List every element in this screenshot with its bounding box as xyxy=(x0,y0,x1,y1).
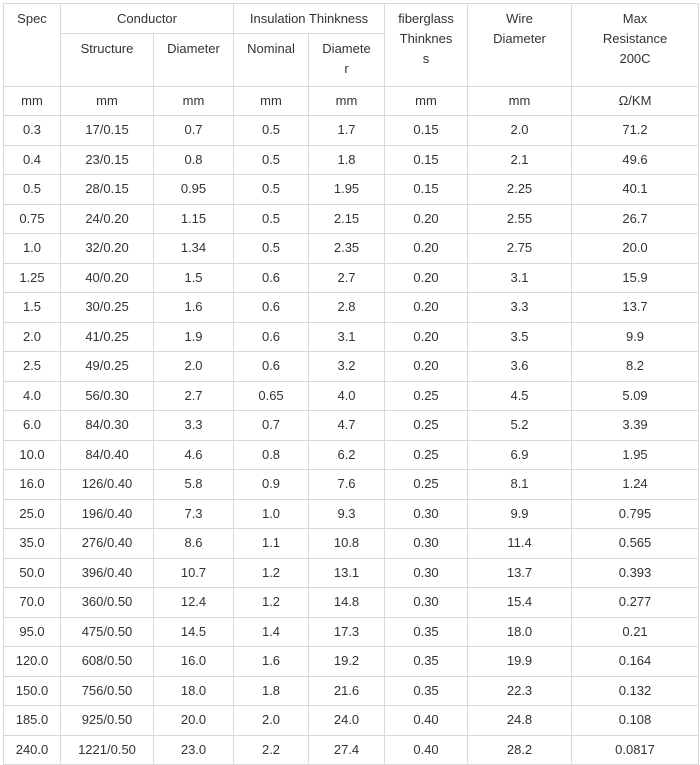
cell-structure: 28/0.15 xyxy=(61,175,154,205)
cell-nominal: 2.0 xyxy=(234,706,309,736)
cell-wire-diameter: 4.5 xyxy=(468,381,572,411)
cell-nominal: 0.6 xyxy=(234,352,309,382)
cell-wire-diameter: 6.9 xyxy=(468,440,572,470)
cell-diameter: 4.6 xyxy=(154,440,234,470)
cell-nominal: 0.5 xyxy=(234,234,309,264)
cell-diameter: 10.7 xyxy=(154,558,234,588)
cell-fiberglass-thickness: 0.20 xyxy=(385,352,468,382)
cell-spec: 4.0 xyxy=(4,381,61,411)
cell-wire-diameter: 8.1 xyxy=(468,470,572,500)
cell-structure: 84/0.30 xyxy=(61,411,154,441)
table-row xyxy=(4,617,699,647)
cell-fiberglass-thickness: 0.35 xyxy=(385,676,468,706)
cell-structure: 360/0.50 xyxy=(61,588,154,618)
cell-diameter: 1.9 xyxy=(154,322,234,352)
cell-insulation-diameter: 1.95 xyxy=(309,175,385,205)
cell-spec: 6.0 xyxy=(4,411,61,441)
cell-insulation-diameter: 21.6 xyxy=(309,676,385,706)
cell-insulation-diameter: 27.4 xyxy=(309,735,385,765)
table-row xyxy=(4,558,699,588)
cell-diameter: 8.6 xyxy=(154,529,234,559)
cell-spec: 2.0 xyxy=(4,322,61,352)
cell-max-resistance: 0.164 xyxy=(572,647,699,677)
cell-insulation-diameter: 17.3 xyxy=(309,617,385,647)
cell-diameter: 14.5 xyxy=(154,617,234,647)
unit-cell: mm xyxy=(234,87,309,116)
cell-fiberglass-thickness: 0.20 xyxy=(385,204,468,234)
cell-wire-diameter: 13.7 xyxy=(468,558,572,588)
cell-fiberglass-thickness: 0.30 xyxy=(385,558,468,588)
table-row xyxy=(4,293,699,323)
header-fiberglass-line2: Thinknes xyxy=(399,31,453,46)
header-wire-diameter xyxy=(468,4,572,87)
cell-max-resistance: 13.7 xyxy=(572,293,699,323)
cell-diameter: 0.7 xyxy=(154,116,234,146)
cell-max-resistance: 5.09 xyxy=(572,381,699,411)
header-diameter: Diameter xyxy=(154,34,234,87)
unit-cell: Ω/KM xyxy=(572,87,699,116)
cell-max-resistance: 0.277 xyxy=(572,588,699,618)
cell-wire-diameter: 11.4 xyxy=(468,529,572,559)
cell-fiberglass-thickness: 0.25 xyxy=(385,411,468,441)
cell-max-resistance: 1.95 xyxy=(572,440,699,470)
unit-cell: mm xyxy=(61,87,154,116)
cell-spec: 95.0 xyxy=(4,617,61,647)
header-maxres-line3: 200C xyxy=(619,51,651,66)
header-conductor: Conductor xyxy=(61,4,234,34)
cell-fiberglass-thickness: 0.25 xyxy=(385,440,468,470)
cell-nominal: 0.6 xyxy=(234,263,309,293)
cell-insulation-diameter: 2.8 xyxy=(309,293,385,323)
cell-insulation-diameter: 3.1 xyxy=(309,322,385,352)
cell-max-resistance: 1.24 xyxy=(572,470,699,500)
table-row xyxy=(4,470,699,500)
cell-max-resistance: 0.795 xyxy=(572,499,699,529)
cell-structure: 41/0.25 xyxy=(61,322,154,352)
header-insulation-diameter xyxy=(309,34,385,87)
cell-structure: 925/0.50 xyxy=(61,706,154,736)
cell-fiberglass-thickness: 0.15 xyxy=(385,116,468,146)
table-body xyxy=(4,87,699,765)
cell-nominal: 0.7 xyxy=(234,411,309,441)
cell-insulation-diameter: 13.1 xyxy=(309,558,385,588)
header-max-resistance xyxy=(572,4,699,87)
cell-spec: 185.0 xyxy=(4,706,61,736)
header-fiberglass-line1: fiberglass xyxy=(398,11,454,26)
header-maxres-line2: Resistance xyxy=(602,31,668,46)
cell-nominal: 0.5 xyxy=(234,145,309,175)
cell-max-resistance: 20.0 xyxy=(572,234,699,264)
table-row xyxy=(4,676,699,706)
cell-max-resistance: 0.132 xyxy=(572,676,699,706)
cell-fiberglass-thickness: 0.30 xyxy=(385,529,468,559)
header-maxres-line1: Max xyxy=(622,11,648,26)
cell-nominal: 1.2 xyxy=(234,558,309,588)
cell-max-resistance: 0.21 xyxy=(572,617,699,647)
header-fiberglass xyxy=(385,4,468,87)
cell-insulation-diameter: 14.8 xyxy=(309,588,385,618)
cell-fiberglass-thickness: 0.30 xyxy=(385,588,468,618)
table-row xyxy=(4,352,699,382)
cell-fiberglass-thickness: 0.15 xyxy=(385,175,468,205)
cell-insulation-diameter: 1.7 xyxy=(309,116,385,146)
table-row xyxy=(4,381,699,411)
unit-cell: mm xyxy=(309,87,385,116)
cell-wire-diameter: 2.1 xyxy=(468,145,572,175)
cell-fiberglass-thickness: 0.30 xyxy=(385,499,468,529)
cell-fiberglass-thickness: 0.20 xyxy=(385,322,468,352)
cell-spec: 25.0 xyxy=(4,499,61,529)
cell-nominal: 1.8 xyxy=(234,676,309,706)
cell-fiberglass-thickness: 0.35 xyxy=(385,647,468,677)
cell-diameter: 18.0 xyxy=(154,676,234,706)
table-row xyxy=(4,735,699,765)
cell-nominal: 1.6 xyxy=(234,647,309,677)
cell-max-resistance: 0.393 xyxy=(572,558,699,588)
unit-cell: mm xyxy=(468,87,572,116)
cell-nominal: 1.0 xyxy=(234,499,309,529)
cell-insulation-diameter: 2.7 xyxy=(309,263,385,293)
cell-nominal: 0.8 xyxy=(234,440,309,470)
cell-wire-diameter: 9.9 xyxy=(468,499,572,529)
cell-wire-diameter: 28.2 xyxy=(468,735,572,765)
cell-spec: 1.25 xyxy=(4,263,61,293)
table-row xyxy=(4,263,699,293)
cell-wire-diameter: 5.2 xyxy=(468,411,572,441)
cell-structure: 56/0.30 xyxy=(61,381,154,411)
cell-structure: 196/0.40 xyxy=(61,499,154,529)
cell-spec: 1.0 xyxy=(4,234,61,264)
cell-spec: 240.0 xyxy=(4,735,61,765)
cell-nominal: 0.65 xyxy=(234,381,309,411)
cell-structure: 24/0.20 xyxy=(61,204,154,234)
cell-diameter: 12.4 xyxy=(154,588,234,618)
cell-max-resistance: 40.1 xyxy=(572,175,699,205)
cell-spec: 120.0 xyxy=(4,647,61,677)
cell-diameter: 1.15 xyxy=(154,204,234,234)
cell-fiberglass-thickness: 0.15 xyxy=(385,145,468,175)
cell-nominal: 0.5 xyxy=(234,204,309,234)
cell-diameter: 2.0 xyxy=(154,352,234,382)
cell-structure: 23/0.15 xyxy=(61,145,154,175)
table-row xyxy=(4,175,699,205)
cell-wire-diameter: 3.5 xyxy=(468,322,572,352)
table-row xyxy=(4,499,699,529)
cell-spec: 0.75 xyxy=(4,204,61,234)
cell-wire-diameter: 22.3 xyxy=(468,676,572,706)
header-wire-line2: Diameter xyxy=(493,31,546,46)
cell-diameter: 1.6 xyxy=(154,293,234,323)
cell-spec: 0.4 xyxy=(4,145,61,175)
cell-fiberglass-thickness: 0.40 xyxy=(385,706,468,736)
cell-max-resistance: 0.565 xyxy=(572,529,699,559)
header-structure: Structure xyxy=(61,34,154,87)
cell-structure: 49/0.25 xyxy=(61,352,154,382)
cell-spec: 16.0 xyxy=(4,470,61,500)
cell-structure: 1221/0.50 xyxy=(61,735,154,765)
cell-wire-diameter: 3.6 xyxy=(468,352,572,382)
table-row xyxy=(4,145,699,175)
cell-wire-diameter: 2.25 xyxy=(468,175,572,205)
cell-insulation-diameter: 4.0 xyxy=(309,381,385,411)
header-insulation: Insulation Thinkness xyxy=(234,4,385,34)
cell-spec: 70.0 xyxy=(4,588,61,618)
cell-wire-diameter: 2.0 xyxy=(468,116,572,146)
cell-spec: 35.0 xyxy=(4,529,61,559)
cell-nominal: 2.2 xyxy=(234,735,309,765)
cell-diameter: 2.7 xyxy=(154,381,234,411)
cell-nominal: 1.1 xyxy=(234,529,309,559)
cell-insulation-diameter: 1.8 xyxy=(309,145,385,175)
cell-wire-diameter: 3.1 xyxy=(468,263,572,293)
unit-cell: mm xyxy=(385,87,468,116)
cell-diameter: 7.3 xyxy=(154,499,234,529)
units-row xyxy=(4,87,699,116)
cell-insulation-diameter: 3.2 xyxy=(309,352,385,382)
cell-spec: 150.0 xyxy=(4,676,61,706)
cell-spec: 0.3 xyxy=(4,116,61,146)
cell-nominal: 0.5 xyxy=(234,175,309,205)
cell-fiberglass-thickness: 0.35 xyxy=(385,617,468,647)
cell-nominal: 0.6 xyxy=(234,293,309,323)
cell-insulation-diameter: 2.15 xyxy=(309,204,385,234)
cell-wire-diameter: 2.55 xyxy=(468,204,572,234)
cell-fiberglass-thickness: 0.20 xyxy=(385,263,468,293)
cell-spec: 0.5 xyxy=(4,175,61,205)
cell-diameter: 0.95 xyxy=(154,175,234,205)
cell-nominal: 0.5 xyxy=(234,116,309,146)
cell-structure: 475/0.50 xyxy=(61,617,154,647)
header-fiberglass-line3: s xyxy=(422,51,430,66)
cell-max-resistance: 71.2 xyxy=(572,116,699,146)
cell-diameter: 1.34 xyxy=(154,234,234,264)
cell-fiberglass-thickness: 0.25 xyxy=(385,470,468,500)
cell-diameter: 3.3 xyxy=(154,411,234,441)
header-spec: Spec xyxy=(4,4,61,87)
table-row xyxy=(4,647,699,677)
table-row xyxy=(4,588,699,618)
cell-diameter: 16.0 xyxy=(154,647,234,677)
table-row xyxy=(4,440,699,470)
table-row xyxy=(4,322,699,352)
cell-wire-diameter: 24.8 xyxy=(468,706,572,736)
cell-wire-diameter: 2.75 xyxy=(468,234,572,264)
cell-max-resistance: 8.2 xyxy=(572,352,699,382)
cell-max-resistance: 3.39 xyxy=(572,411,699,441)
cell-wire-diameter: 3.3 xyxy=(468,293,572,323)
cell-insulation-diameter: 2.35 xyxy=(309,234,385,264)
cell-fiberglass-thickness: 0.25 xyxy=(385,381,468,411)
cell-insulation-diameter: 9.3 xyxy=(309,499,385,529)
cell-structure: 17/0.15 xyxy=(61,116,154,146)
cell-max-resistance: 0.108 xyxy=(572,706,699,736)
cell-diameter: 23.0 xyxy=(154,735,234,765)
cell-nominal: 0.9 xyxy=(234,470,309,500)
cell-structure: 40/0.20 xyxy=(61,263,154,293)
table-row xyxy=(4,234,699,264)
cell-max-resistance: 49.6 xyxy=(572,145,699,175)
cell-insulation-diameter: 4.7 xyxy=(309,411,385,441)
cell-structure: 756/0.50 xyxy=(61,676,154,706)
table-row xyxy=(4,706,699,736)
table-row xyxy=(4,204,699,234)
cell-structure: 608/0.50 xyxy=(61,647,154,677)
cell-fiberglass-thickness: 0.20 xyxy=(385,234,468,264)
cell-insulation-diameter: 7.6 xyxy=(309,470,385,500)
cell-spec: 50.0 xyxy=(4,558,61,588)
cable-spec-table xyxy=(3,3,699,765)
cell-structure: 126/0.40 xyxy=(61,470,154,500)
cell-diameter: 1.5 xyxy=(154,263,234,293)
cell-insulation-diameter: 24.0 xyxy=(309,706,385,736)
header-nominal: Nominal xyxy=(234,34,309,87)
cell-structure: 32/0.20 xyxy=(61,234,154,264)
cell-structure: 30/0.25 xyxy=(61,293,154,323)
cell-diameter: 5.8 xyxy=(154,470,234,500)
cell-insulation-diameter: 6.2 xyxy=(309,440,385,470)
unit-cell: mm xyxy=(154,87,234,116)
cell-fiberglass-thickness: 0.40 xyxy=(385,735,468,765)
cell-fiberglass-thickness: 0.20 xyxy=(385,293,468,323)
cell-spec: 10.0 xyxy=(4,440,61,470)
cell-spec: 1.5 xyxy=(4,293,61,323)
cell-max-resistance: 26.7 xyxy=(572,204,699,234)
cell-max-resistance: 0.0817 xyxy=(572,735,699,765)
cell-nominal: 1.4 xyxy=(234,617,309,647)
cell-nominal: 0.6 xyxy=(234,322,309,352)
cell-nominal: 1.2 xyxy=(234,588,309,618)
cell-spec: 2.5 xyxy=(4,352,61,382)
cell-structure: 84/0.40 xyxy=(61,440,154,470)
cell-structure: 396/0.40 xyxy=(61,558,154,588)
cell-structure: 276/0.40 xyxy=(61,529,154,559)
cell-max-resistance: 9.9 xyxy=(572,322,699,352)
cell-diameter: 20.0 xyxy=(154,706,234,736)
header-wire-line1: Wire xyxy=(506,11,533,26)
header-ins-diameter-line2: r xyxy=(344,61,349,76)
unit-cell: mm xyxy=(4,87,61,116)
cell-insulation-diameter: 10.8 xyxy=(309,529,385,559)
table-row xyxy=(4,411,699,441)
table-row xyxy=(4,116,699,146)
cell-wire-diameter: 19.9 xyxy=(468,647,572,677)
cell-wire-diameter: 18.0 xyxy=(468,617,572,647)
cell-insulation-diameter: 19.2 xyxy=(309,647,385,677)
cell-wire-diameter: 15.4 xyxy=(468,588,572,618)
table-header xyxy=(4,4,699,87)
cell-max-resistance: 15.9 xyxy=(572,263,699,293)
table-row xyxy=(4,529,699,559)
cell-diameter: 0.8 xyxy=(154,145,234,175)
header-ins-diameter-line1: Diamete xyxy=(322,41,371,56)
